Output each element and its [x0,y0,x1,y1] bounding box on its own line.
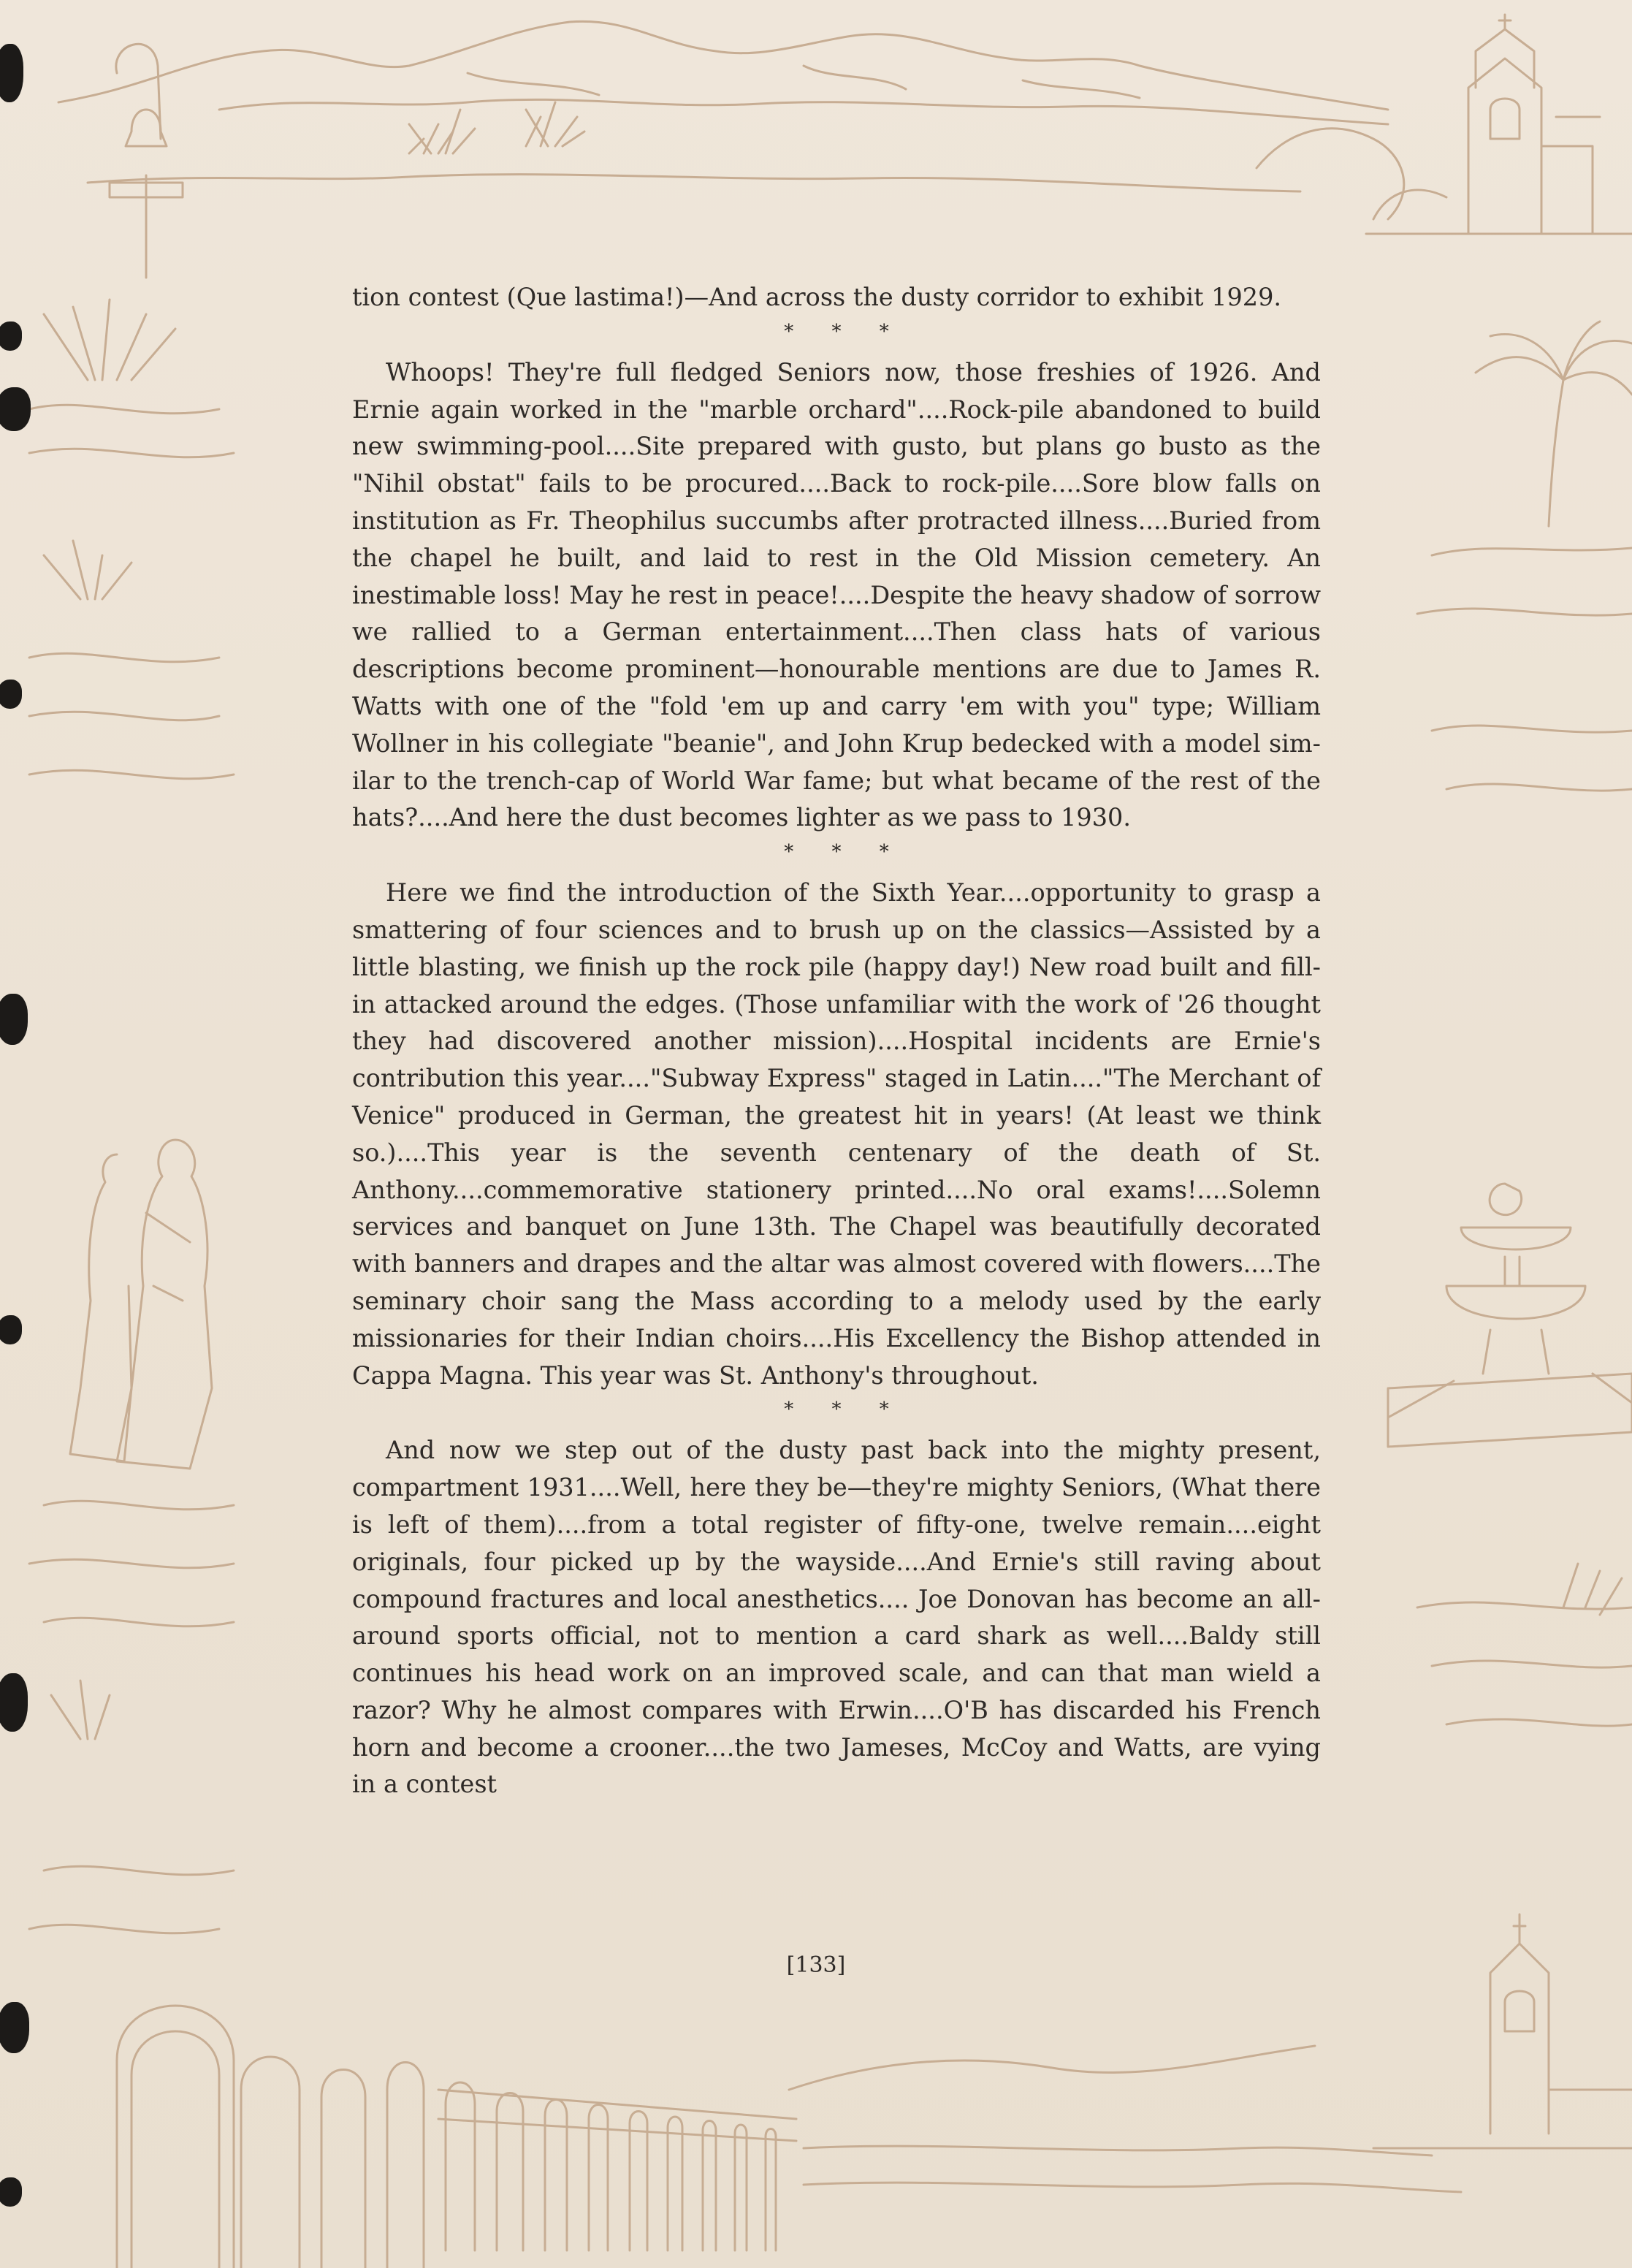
section-separator: * * * [784,841,905,864]
section-separator: * * * [784,320,905,343]
paragraph: Whoops! They're full fledged Seniors now, those freshies of 1926. And Ernie again worked in the "marble orchard"....Rock-pile abandoned to build new swimming-pool....Site prepared with gusto, but plans go busto as the "Nihil obstat" fails to be procured....Back to rock-pile....Sore blow falls on institution as Fr. Theophilus succumbs after protracted illness....Buried from the chapel he built, and laid to rest in the Old Mission cemetery. An inestimable loss! May he rest in peace!....Despite the heavy shadow of sorrow we rallied to a German entertainment....Then class hats of various descriptions become prominent—honourable mentions are due to James R. Watts with one of the "fold 'em up and carry 'em with you" type; William Wollner in his collegiate "beanie", and John Krup bedecked with a model similar to the trench-cap of World War fame; but what became of the rest of the hats?....And here the dust becomes lighter as we pass to 1930. [352,357,1321,832]
section-separator: * * * [784,1399,905,1421]
punch-hole [0,44,23,102]
paragraph: Here we find the introduction of the Sixth Year....opportunity to grasp a smattering of four sciences and to brush up on the classics—Assisted by a little blasting, we finish up the rock pile (happy day!) New road built and fill-in attacked around the edges. (Those unfamiliar with the work of '26 thought they had discovered another mission)....Hospital incidents are Ernie's contribution this year...."Subway Express" staged in Latin...."The Merchant of Venice" produced in German, the greatest hit in years! (At least we think so.)....This year is the seventh centenary of the death of St. Anthony....commemorative stationery printed....No oral exams!....Solemn services and banquet on June 13th. The Chapel was beautifully decorated with banners and drapes and the altar was almost covered with flowers....The seminary choir sang the Mass according to a melody used by the early missionaries for their Indian choirs....His Excellency the Bishop attended in Cappa Magna. This year was St. Anthony's throughout. [352,878,1321,1390]
punch-hole [0,2177,22,2207]
paragraph: And now we step out of the dusty past back into the mighty present, compartment 1931....Well, here they be—they're mighty Seniors, (What there is left of them)....from a total register of fifty-one, twelve remain....eight originals, four picked up by the wayside....And Ernie's still raving about compound fractures and local anesthetics.... Joe Donovan has become an all-around sports official, not to mention a card shark as well....Baldy still continues his head work on an improved scale, and can that man wield a razor? Why he almost compares with Erwin....O'B has discarded his French horn and become a crooner....the two Jameses, McCoy and Watts, are vying in a contest [352,1436,1321,1799]
punch-hole [0,1315,22,1344]
punch-hole [0,2002,29,2053]
punch-hole [0,1673,28,1732]
punch-hole [0,321,22,351]
body-text [352,279,1321,1803]
paragraph: tion contest (Que lastima!)—And across the dusty corridor to exhibit 1929. [352,283,1282,311]
punch-hole [0,680,22,709]
punch-hole [0,387,31,431]
page-number: [133] [786,1952,846,1978]
punch-hole [0,994,28,1045]
